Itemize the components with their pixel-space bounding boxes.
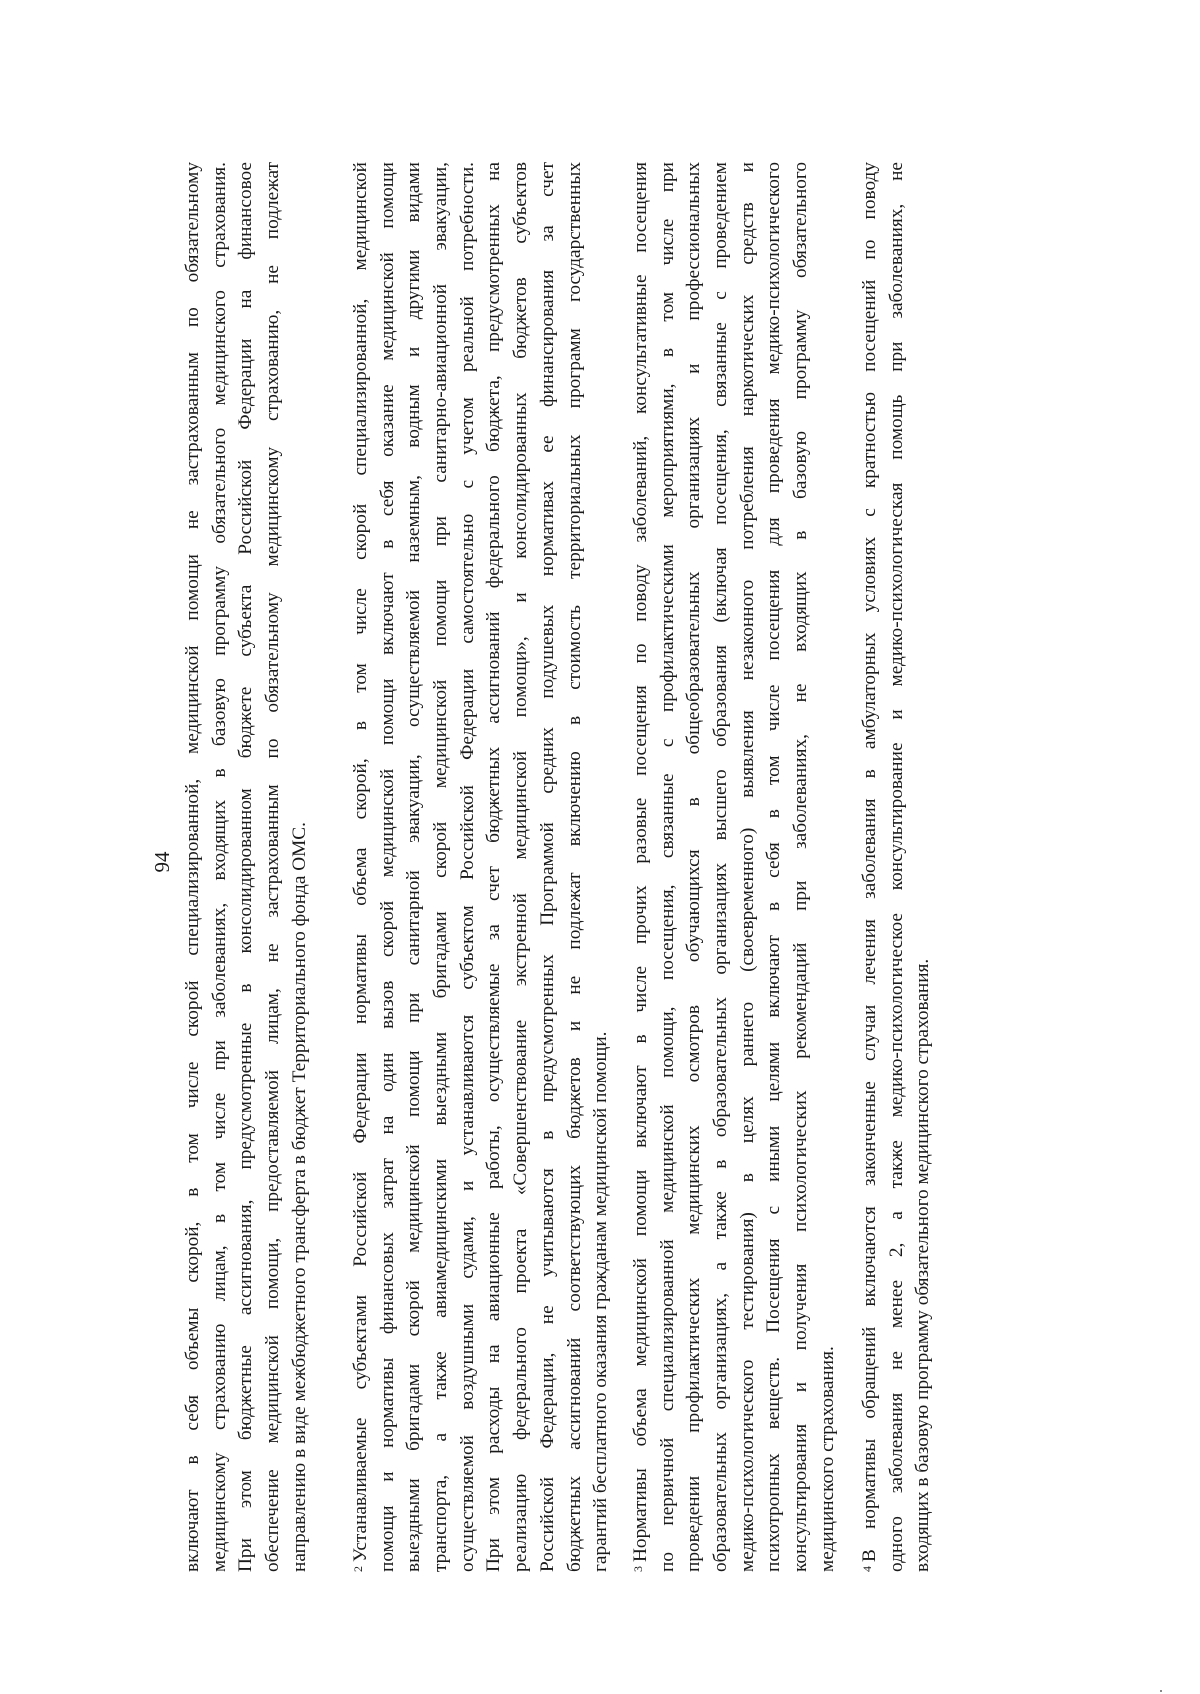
page-number: 94: [150, 851, 174, 873]
footnote-line: бюджетных ассигнований соответствующих бюджетов и не подлежат включению в стоимость территориальных программ государственных: [563, 162, 585, 1572]
footnote-4: [857, 162, 937, 1572]
footnote-marker: 4: [860, 1566, 874, 1572]
footnote-line: При этом расходы на авиационные работы, осуществляемые за счет бюджетных ассигнований федерального бюджета, предусмотренных на: [483, 162, 505, 1572]
footnote-line: реализацию федерального проекта «Совершенствование экстренной медицинской помощи», и консолидированных бюджетов субъектов: [510, 162, 532, 1572]
footnote-line: выездными бригадами скорой медицинской помощи при санитарной эвакуации, осуществляемой наземным, водным и другими видами: [403, 162, 425, 1572]
rotated-content: [150, 112, 1070, 1612]
footnote-line: транспорта, а также авиамедицинскими выездными бригадами скорой медицинской помощи при санитарно-авиационной эвакуации,: [430, 162, 452, 1572]
footnote-line-text: В нормативы обращений включаются законченные случаи лечения заболевания в амбулаторных условиях с кратностью посещений по поводу: [859, 162, 880, 1562]
footnote-line: осуществляемой воздушными судами, и устанавливаются субъектом Российской Федерации самостоятельно с учетом реальной потребности.: [456, 162, 478, 1572]
footnote-line: одного заболевания не менее 2, а также медико-психологическое консультирование и медико-психологическая помощь при заболеваниях, не: [885, 162, 907, 1572]
footnote-line: психотропных веществ. Посещения с иными целями включают в себя в том числе посещения для проведения медико-психологического: [763, 162, 785, 1572]
footnote-line: При этом бюджетные ассигнования, предусмотренные в консолидированном бюджете субъекта Российской Федерации на финансовое: [235, 162, 257, 1572]
footnote-marker: 2: [351, 1566, 365, 1572]
footnote-line: помощи и нормативы финансовых затрат на один вызов скорой медицинской помощи включают в себя оказание медицинской помощи: [376, 162, 398, 1572]
footnote-line: [857, 162, 884, 1572]
footnote-line: по первичной специализированной медицинской помощи, посещения, связанные с профилактическими мероприятиями, в том числе при: [656, 162, 678, 1572]
footnote-line-text: Устанавливаемые субъектами Российской Федерации нормативы объема скорой, в том числе скорой специализированной, медицинской: [350, 162, 371, 1562]
footnote-line: образовательных организациях, а также в образовательных организациях высшего образования (включая посещения, связанные с проведением: [710, 162, 732, 1572]
scan-speck: [1160, 1690, 1162, 1692]
footnote-line: [628, 162, 655, 1572]
footnote-line: [348, 162, 375, 1572]
footnote-marker: 3: [631, 1566, 645, 1572]
footnote-line-text: Нормативы объема медицинской помощи включают в числе прочих разовые посещения по поводу заболеваний, консультативные посещения: [630, 162, 651, 1562]
footnote-line: входящих в базовую программу обязательного медицинского страхования.: [912, 958, 934, 1572]
footnote-line: медицинского страхования.: [816, 1346, 838, 1572]
footnote-line: консультирования и получения психологических рекомендаций при заболеваниях, не входящих в базовую программу обязательного: [790, 162, 812, 1572]
footnote-1-continued: [180, 162, 313, 1572]
footnote-line: гарантий бесплатного оказания гражданам медицинской помощи.: [590, 1031, 612, 1572]
footnote-line: медико-психологического тестирования) в целях раннего (своевременного) выявления незаконного потребления наркотических средств и: [736, 162, 758, 1572]
footnote-2: [348, 162, 615, 1572]
footnote-line: включают в себя объемы скорой, в том числе скорой специализированной, медицинской помощи не застрахованным по обязательному: [182, 162, 203, 1572]
footnote-line: Российской Федерации, не учитываются в предусмотренных Программой средних подушевых нормативах ее финансирования за счет: [536, 162, 558, 1572]
footnote-line: медицинскому страхованию лицам, в том числе при заболеваниях, входящих в базовую программу обязательного медицинского страхования.: [208, 162, 230, 1572]
footnote-3: [628, 162, 842, 1572]
footnote-line: проведении профилактических медицинских осмотров обучающихся в общеобразовательных организациях и профессиональных: [683, 162, 705, 1572]
footnote-line: обеспечение медицинской помощи, предоставляемой лицам, не застрахованным по обязательному медицинскому страхованию, не подлежат: [262, 162, 284, 1572]
footnote-line: направлению в виде межбюджетного трансферта в бюджет Территориального фонда ОМС.: [288, 822, 310, 1572]
